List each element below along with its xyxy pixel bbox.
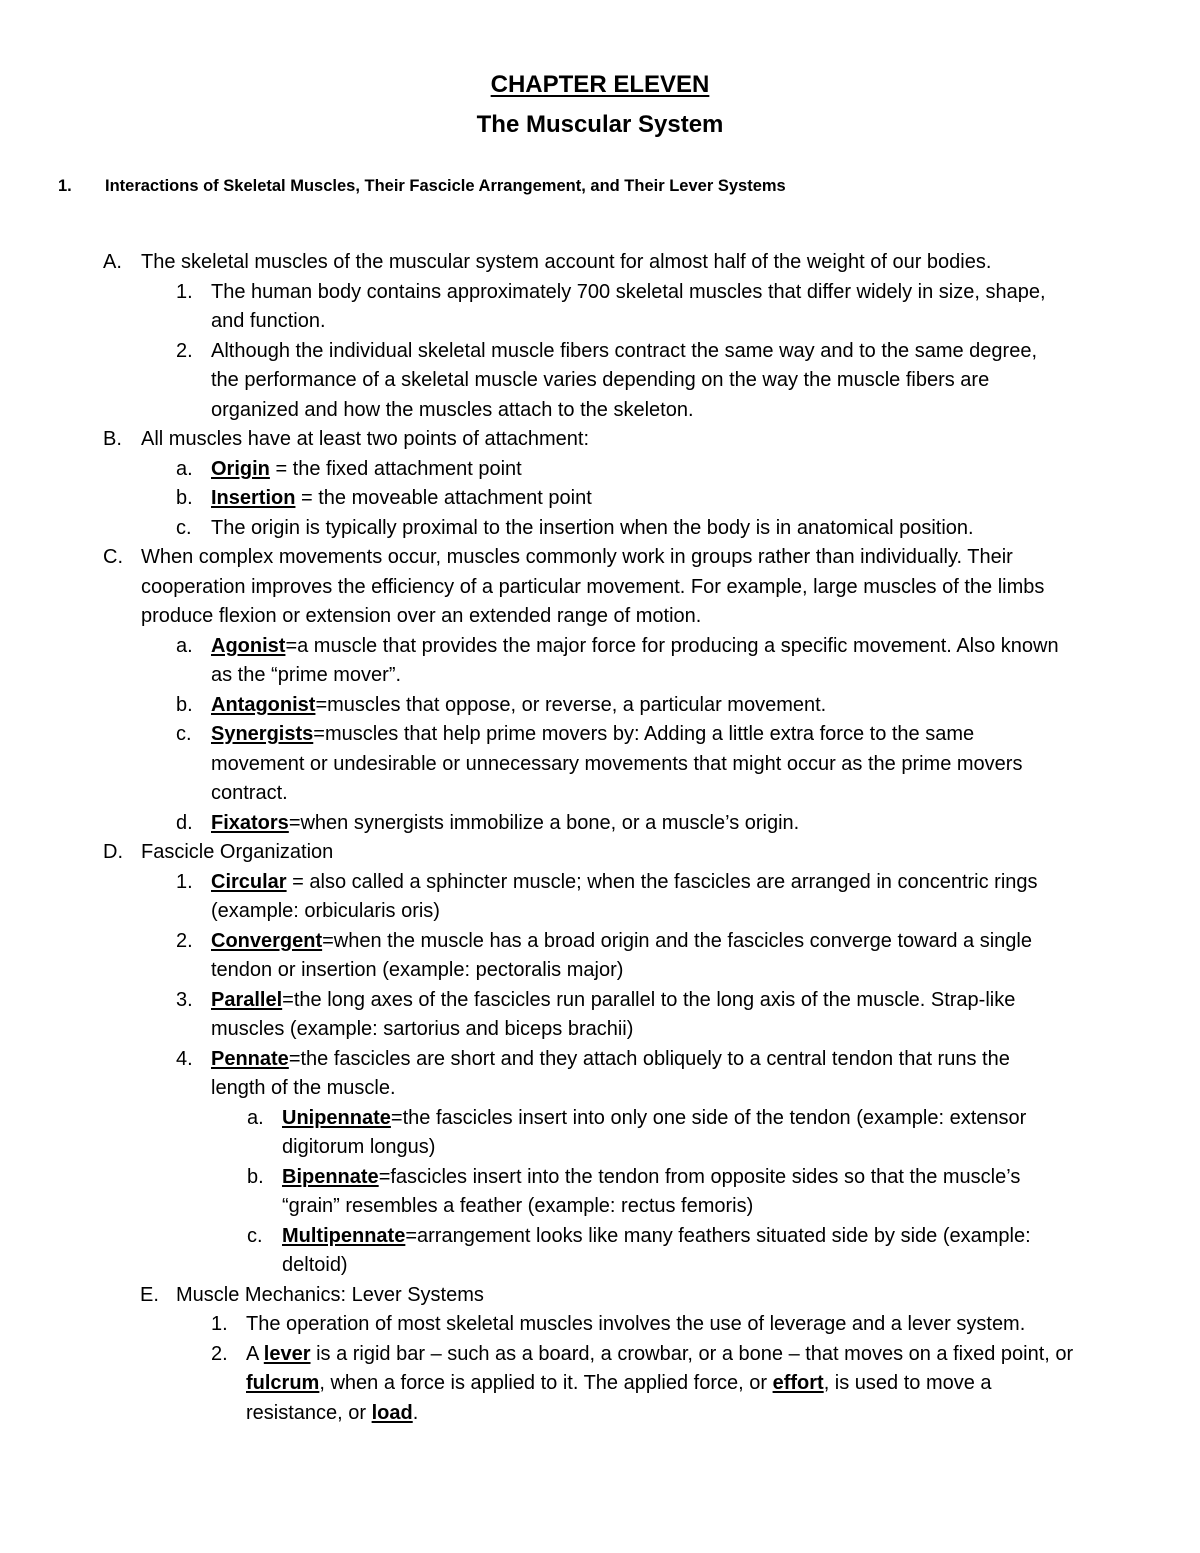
outline-item-d-4-a: [247, 1104, 1027, 1134]
item-continuation: organized and how the muscles attach to the skeleton.: [211, 399, 694, 421]
item-text: =the long axes of the fascicles run parallel to the long axis of the muscle. Strap-like: [282, 989, 1016, 1011]
item-marker: D.: [103, 841, 123, 863]
item-text: =when the muscle has a broad origin and the fascicles converge toward a single: [322, 930, 1032, 952]
term-bipennate: Bipennate: [282, 1166, 379, 1188]
item-text: When complex movements occur, muscles commonly work in groups rather than individually. Their: [141, 546, 1013, 568]
term-circular: Circular: [211, 871, 287, 893]
item-marker: d.: [176, 812, 193, 834]
outline-item-b-a: [176, 455, 522, 485]
item-text: All muscles have at least two points of attachment:: [141, 428, 589, 450]
term-effort: effort: [772, 1372, 824, 1394]
item-text: .: [412, 1402, 419, 1424]
item-text: Although the individual skeletal muscle fibers contract the same way and to the same degree,: [211, 340, 1038, 362]
item-text: =when synergists immobilize a bone, or a muscle’s origin.: [288, 812, 800, 834]
term-lever: lever: [263, 1343, 311, 1365]
term-agonist: Agonist: [211, 635, 286, 657]
item-marker: E.: [140, 1284, 159, 1306]
term-fixators: Fixators: [211, 812, 289, 834]
item-marker: 1.: [176, 281, 193, 303]
item-continuation: length of the muscle.: [211, 1077, 396, 1099]
item-continuation: deltoid): [282, 1254, 348, 1276]
outline-item-c-b: [176, 691, 827, 721]
term-insertion: Insertion: [211, 487, 296, 509]
outline-item-b: [103, 425, 589, 455]
item-marker: 2.: [176, 930, 193, 952]
item-continuation: contract.: [211, 782, 288, 804]
item-marker: A.: [103, 251, 122, 273]
item-text: , is used to move a: [823, 1372, 992, 1394]
item-text: The skeletal muscles of the muscular system account for almost half of the weight of our bodies.: [141, 251, 992, 273]
item-text: =muscles that help prime movers by: Adding a little extra force to the same: [313, 723, 975, 745]
section-marker: 1.: [58, 177, 72, 195]
item-marker: 4.: [176, 1048, 193, 1070]
item-text: A: [246, 1343, 264, 1365]
item-marker: 2.: [176, 340, 193, 362]
item-continuation: as the “prime mover”.: [211, 664, 402, 686]
item-text: is a rigid bar – such as a board, a crowbar, or a bone – that moves on a fixed point, or: [310, 1343, 1074, 1365]
item-marker: b.: [176, 694, 193, 716]
outline-item-b-b: [176, 484, 592, 514]
item-text: The origin is typically proximal to the insertion when the body is in anatomical position.: [211, 517, 974, 539]
item-text: The operation of most skeletal muscles involves the use of leverage and a lever system.: [246, 1313, 1026, 1335]
item-text: = the moveable attachment point: [295, 487, 592, 509]
item-continuation: [246, 1399, 418, 1429]
item-marker: a.: [176, 635, 193, 657]
item-text: =a muscle that provides the major force for producing a specific movement. Also known: [285, 635, 1059, 657]
outline-item-d-4-c: [247, 1222, 1031, 1252]
outline-item-e-1: [211, 1310, 1026, 1340]
term-fulcrum: fulcrum: [246, 1372, 320, 1394]
outline-item-e: [140, 1281, 484, 1311]
item-text: =the fascicles insert into only one side of the tendon (example: extensor: [390, 1107, 1027, 1129]
item-marker: 1.: [176, 871, 193, 893]
outline-item-d-3: [176, 986, 1016, 1016]
item-text: = also called a sphincter muscle; when the fascicles are arranged in concentric rings: [286, 871, 1038, 893]
outline-item-c-d: [176, 809, 800, 839]
item-marker: c.: [176, 723, 192, 745]
item-text: =fascicles insert into the tendon from opposite sides so that the muscle’s: [378, 1166, 1021, 1188]
outline-item-d: [103, 838, 334, 868]
outline-item-b-c: [176, 514, 974, 544]
item-marker: b.: [247, 1166, 264, 1188]
item-continuation: [246, 1369, 992, 1399]
term-multipennate: Multipennate: [282, 1225, 406, 1247]
outline-item-c-a: [176, 632, 1059, 662]
item-continuation: digitorum longus): [282, 1136, 436, 1158]
item-text: =arrangement looks like many feathers situated side by side (example:: [405, 1225, 1031, 1247]
term-antagonist: Antagonist: [211, 694, 316, 716]
term-unipennate: Unipennate: [282, 1107, 391, 1129]
item-marker: 1.: [211, 1313, 228, 1335]
outline-item-d-1: [176, 868, 1038, 898]
outline-item-a-2: [176, 337, 1038, 367]
chapter-heading: CHAPTER ELEVEN: [490, 71, 710, 98]
outline-item-a: [103, 248, 992, 278]
term-load: load: [371, 1402, 413, 1424]
item-continuation: muscles (example: sartorius and biceps brachii): [211, 1018, 634, 1040]
item-marker: a.: [176, 458, 193, 480]
outline-item-d-2: [176, 927, 1032, 957]
item-text: =muscles that oppose, or reverse, a particular movement.: [315, 694, 827, 716]
item-continuation: “grain” resembles a feather (example: rectus femoris): [282, 1195, 754, 1217]
section-heading: [58, 172, 786, 202]
term-pennate: Pennate: [211, 1048, 289, 1070]
outline-item-d-4-b: [247, 1163, 1021, 1193]
item-marker: c.: [247, 1225, 263, 1247]
item-continuation: produce flexion or extension over an extended range of motion.: [141, 605, 702, 627]
item-text: , when a force is applied to it. The applied force, or: [319, 1372, 773, 1394]
term-synergists: Synergists: [211, 723, 314, 745]
item-marker: 2.: [211, 1343, 228, 1365]
outline-item-c-c: [176, 720, 975, 750]
item-text: Fascicle Organization: [141, 841, 334, 863]
item-continuation: (example: orbicularis oris): [211, 900, 440, 922]
item-text: Muscle Mechanics: Lever Systems: [176, 1284, 484, 1306]
item-marker: 3.: [176, 989, 193, 1011]
chapter-title: The Muscular System: [476, 111, 724, 138]
item-text: resistance, or: [246, 1402, 372, 1424]
item-marker: c.: [176, 517, 192, 539]
outline-item-d-4: [176, 1045, 1010, 1075]
term-convergent: Convergent: [211, 930, 323, 952]
item-continuation: movement or undesirable or unnecessary movements that might occur as the prime movers: [211, 753, 1023, 775]
item-marker: a.: [247, 1107, 264, 1129]
item-marker: b.: [176, 487, 193, 509]
item-continuation: tendon or insertion (example: pectoralis major): [211, 959, 624, 981]
item-continuation: and function.: [211, 310, 326, 332]
term-origin: Origin: [211, 458, 270, 480]
item-text: =the fascicles are short and they attach obliquely to a central tendon that runs the: [288, 1048, 1010, 1070]
item-text: The human body contains approximately 700 skeletal muscles that differ widely in size, shape,: [211, 281, 1046, 303]
outline-item-a-1: [176, 278, 1046, 308]
term-parallel: Parallel: [211, 989, 283, 1011]
item-text: = the fixed attachment point: [269, 458, 522, 480]
item-continuation: the performance of a skeletal muscle varies depending on the way the muscle fibers are: [211, 369, 990, 391]
item-marker: C.: [103, 546, 123, 568]
outline-item-e-2: [211, 1340, 1074, 1370]
section-title: Interactions of Skeletal Muscles, Their Fascicle Arrangement, and Their Lever Systems: [105, 177, 786, 195]
outline-item-c: [103, 543, 1013, 573]
item-marker: B.: [103, 428, 122, 450]
item-continuation: cooperation improves the efficiency of a particular movement. For example, large muscles of the limbs: [141, 576, 1045, 598]
